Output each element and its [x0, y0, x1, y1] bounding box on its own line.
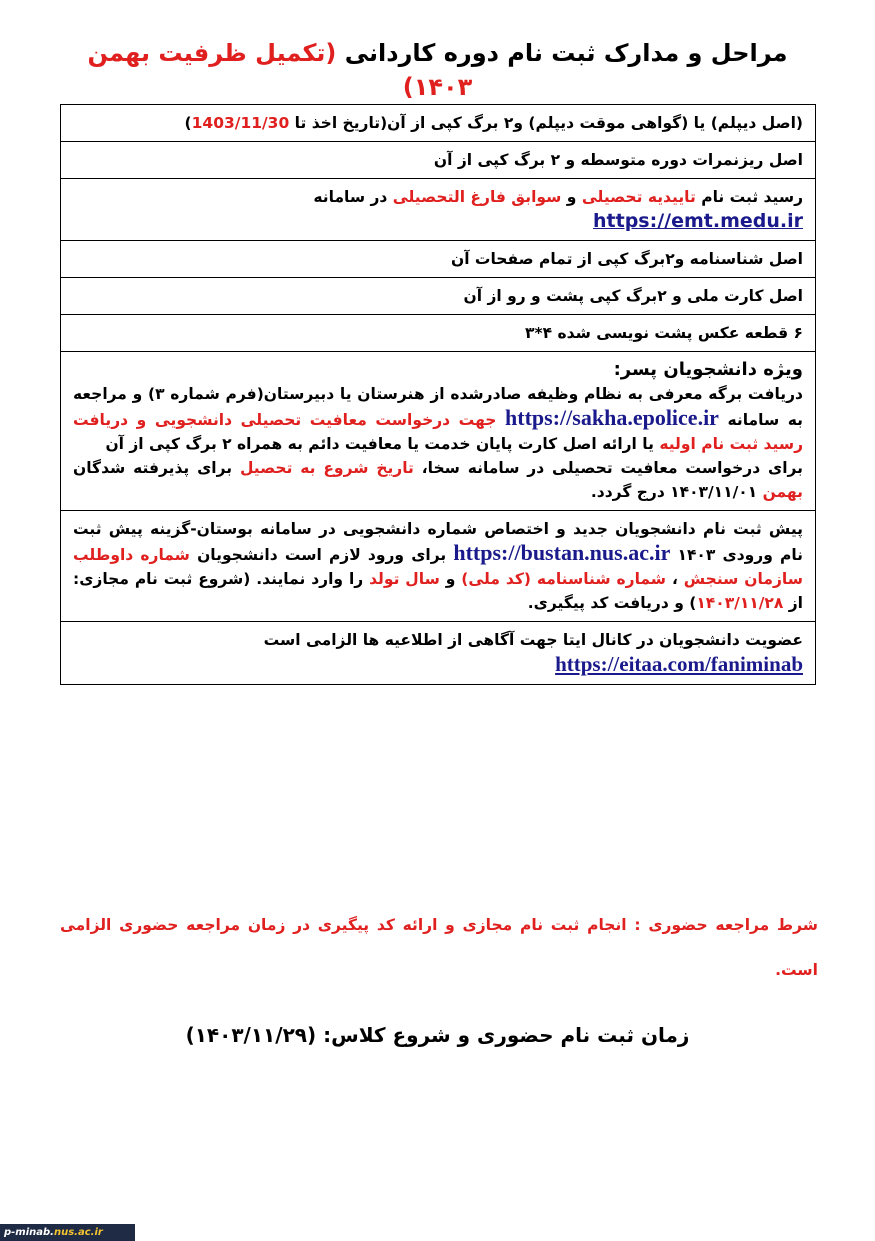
requirements-table: [60, 104, 816, 685]
requirement-row: [61, 105, 816, 142]
male-students-heading: ویژه دانشجویان پسر:: [613, 359, 803, 380]
footer-watermark: p-minab.nus.ac.ir: [0, 1224, 135, 1241]
schedule-date: (۱۴۰۳/۱۱/۲۹): [185, 1023, 317, 1047]
requirement-row: [61, 622, 816, 685]
requirement-national-card: اصل کارت ملی و ۲برگ کپی پشت و رو از آن: [61, 278, 816, 315]
requirement-row: [61, 241, 816, 278]
requirement-male-students: ویژه دانشجویان پسر: دریافت برگه معرفی به نظام وظیفه صادرشده از هنرستان یا دبیرستان(فرم شماره ۳) و مراجعه به سامانه https://sakha.epolice.ir جهت درخواست معافیت تحصیلی دانشجویی و دریافت رسید ثبت نام اولیه یا ارائه اصل کارت پایان خدمت یا معافیت دائم به همراه ۲ برگ کپی از آن برای درخواست معافیت تحصیلی در سامانه سخا، تاریخ شروع به تحصیل برای پذیرفته شدگان بهمن ۱۴۰۳/۱۱/۰۱ درج گردد.: [61, 352, 816, 511]
emt-link[interactable]: https://emt.medu.ir: [593, 210, 803, 232]
requirement-pre-registration: پیش ثبت نام دانشجویان جدید و اختصاص شماره دانشجویی در سامانه بوستان-گزینه پیش ثبت نام ورودی ۱۴۰۳ https://bustan.nus.ac.ir برای ورود لازم است دانشجویان شماره داوطلب سازمان سنجش ، شماره شناسنامه (کد ملی) و سال تولد را وارد نمایند. (شروع ثبت نام مجازی: از ۱۴۰۳/۱۱/۲۸) و دریافت کد پیگیری.: [61, 511, 816, 622]
requirement-verification: رسید ثبت نام تاییدیه تحصیلی و سوابق فارغ التحصیلی در سامانه https://emt.medu.ir: [61, 179, 816, 241]
title-highlight: (تکمیل ظرفیت بهمن ۱۴۰۳): [87, 39, 473, 101]
eitaa-link[interactable]: https://eitaa.com/faniminab: [555, 652, 803, 676]
title-main: مراحل و مدارک ثبت نام دوره کاردانی: [344, 39, 788, 67]
requirement-row: [61, 511, 816, 622]
requirement-photos: ۶ قطعه عکس پشت نویسی شده ۴*۳: [61, 315, 816, 352]
requirement-transcript: اصل ریزنمرات دوره متوسطه و ۲ برگ کپی از آن: [61, 142, 816, 179]
requirement-row: [61, 142, 816, 179]
bustan-link[interactable]: https://bustan.nus.ac.ir: [453, 540, 671, 565]
requirement-row: [61, 179, 816, 241]
registration-schedule: زمان ثبت نام حضوری و شروع کلاس: (۱۴۰۳/۱۱/۲۹): [185, 1023, 690, 1047]
requirement-row: [61, 352, 816, 511]
requirement-row: [61, 278, 816, 315]
sakha-link[interactable]: https://sakha.epolice.ir: [505, 405, 719, 430]
requirement-row: [61, 315, 816, 352]
requirement-birth-certificate: اصل شناسنامه و۲برگ کپی از تمام صفحات آن: [61, 241, 816, 278]
requirement-eitaa-channel: عضویت دانشجویان در کانال ایتا جهت آگاهی از اطلاعیه ها الزامی است https://eitaa.com/faniminab: [61, 622, 816, 685]
in-person-condition: شرط مراجعه حضوری : انجام ثبت نام مجازی و ارائه کد پیگیری در زمان مراجعه حضوری الزامی است.: [60, 916, 818, 979]
requirement-diploma: (اصل دیپلم) یا (گواهی موقت دیپلم) و۲ برگ کپی از آن(تاریخ اخذ تا 1403/11/30): [61, 105, 816, 142]
page-title: [60, 36, 815, 104]
diploma-deadline: 1403/11/30: [191, 114, 290, 132]
